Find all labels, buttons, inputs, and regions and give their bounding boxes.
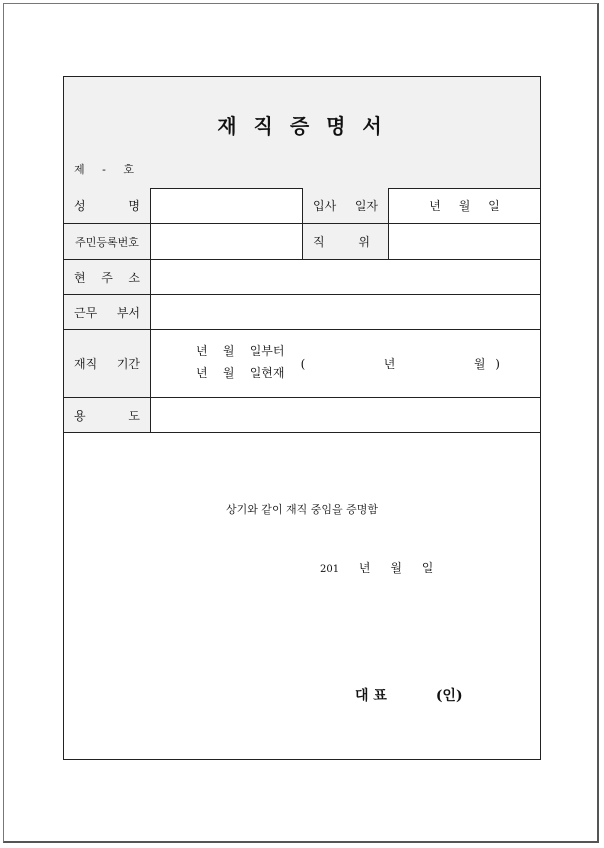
period-start: 년 월 일부터 [196, 344, 285, 358]
label-department: 근무 부서 [64, 295, 151, 329]
seal-mark: (인) [435, 688, 463, 704]
row-resident-no [64, 224, 540, 260]
row-period [64, 330, 540, 398]
form-header [64, 77, 540, 189]
period-duration: ( 년 월 ) [300, 357, 500, 371]
form-title: 재 직 증 명 서 [217, 114, 387, 138]
row-address [64, 260, 540, 295]
doc-no-prefix: 제 [74, 163, 86, 176]
row-name [64, 188, 540, 224]
period-field[interactable] [151, 330, 540, 397]
issue-year: 201 [320, 564, 340, 575]
label-position: 직 위 [303, 224, 389, 259]
representative-signature [355, 685, 463, 705]
department-field[interactable] [151, 295, 540, 329]
representative-label: 대 표 [355, 688, 387, 704]
hire-date-field[interactable]: 년 월 일 [429, 199, 500, 213]
address-field[interactable] [151, 260, 540, 294]
label-address: 현 주 소 [64, 260, 151, 294]
row-department [64, 295, 540, 330]
purpose-field[interactable] [151, 398, 540, 432]
period-end: 년 월 일현재 [196, 366, 285, 380]
resident-no-field[interactable] [151, 224, 303, 259]
doc-no-dash: - [102, 163, 107, 176]
document-number [74, 161, 147, 177]
label-resident-no: 주민등록번호 [64, 224, 151, 259]
doc-no-suffix: 호 [123, 163, 135, 176]
label-hire-date: 입사 일자 [303, 188, 389, 223]
certification-statement: 상기와 같이 재직 중임을 증명함 [225, 503, 379, 516]
issue-date[interactable]: 201 년 월 일 [320, 561, 434, 575]
label-period: 재직 기간 [64, 330, 151, 397]
label-purpose: 용 도 [64, 398, 151, 432]
row-purpose [64, 398, 540, 433]
label-name: 성 명 [64, 188, 151, 223]
position-field[interactable] [389, 224, 540, 259]
employment-certificate-form [63, 76, 541, 760]
name-field[interactable] [151, 188, 303, 223]
